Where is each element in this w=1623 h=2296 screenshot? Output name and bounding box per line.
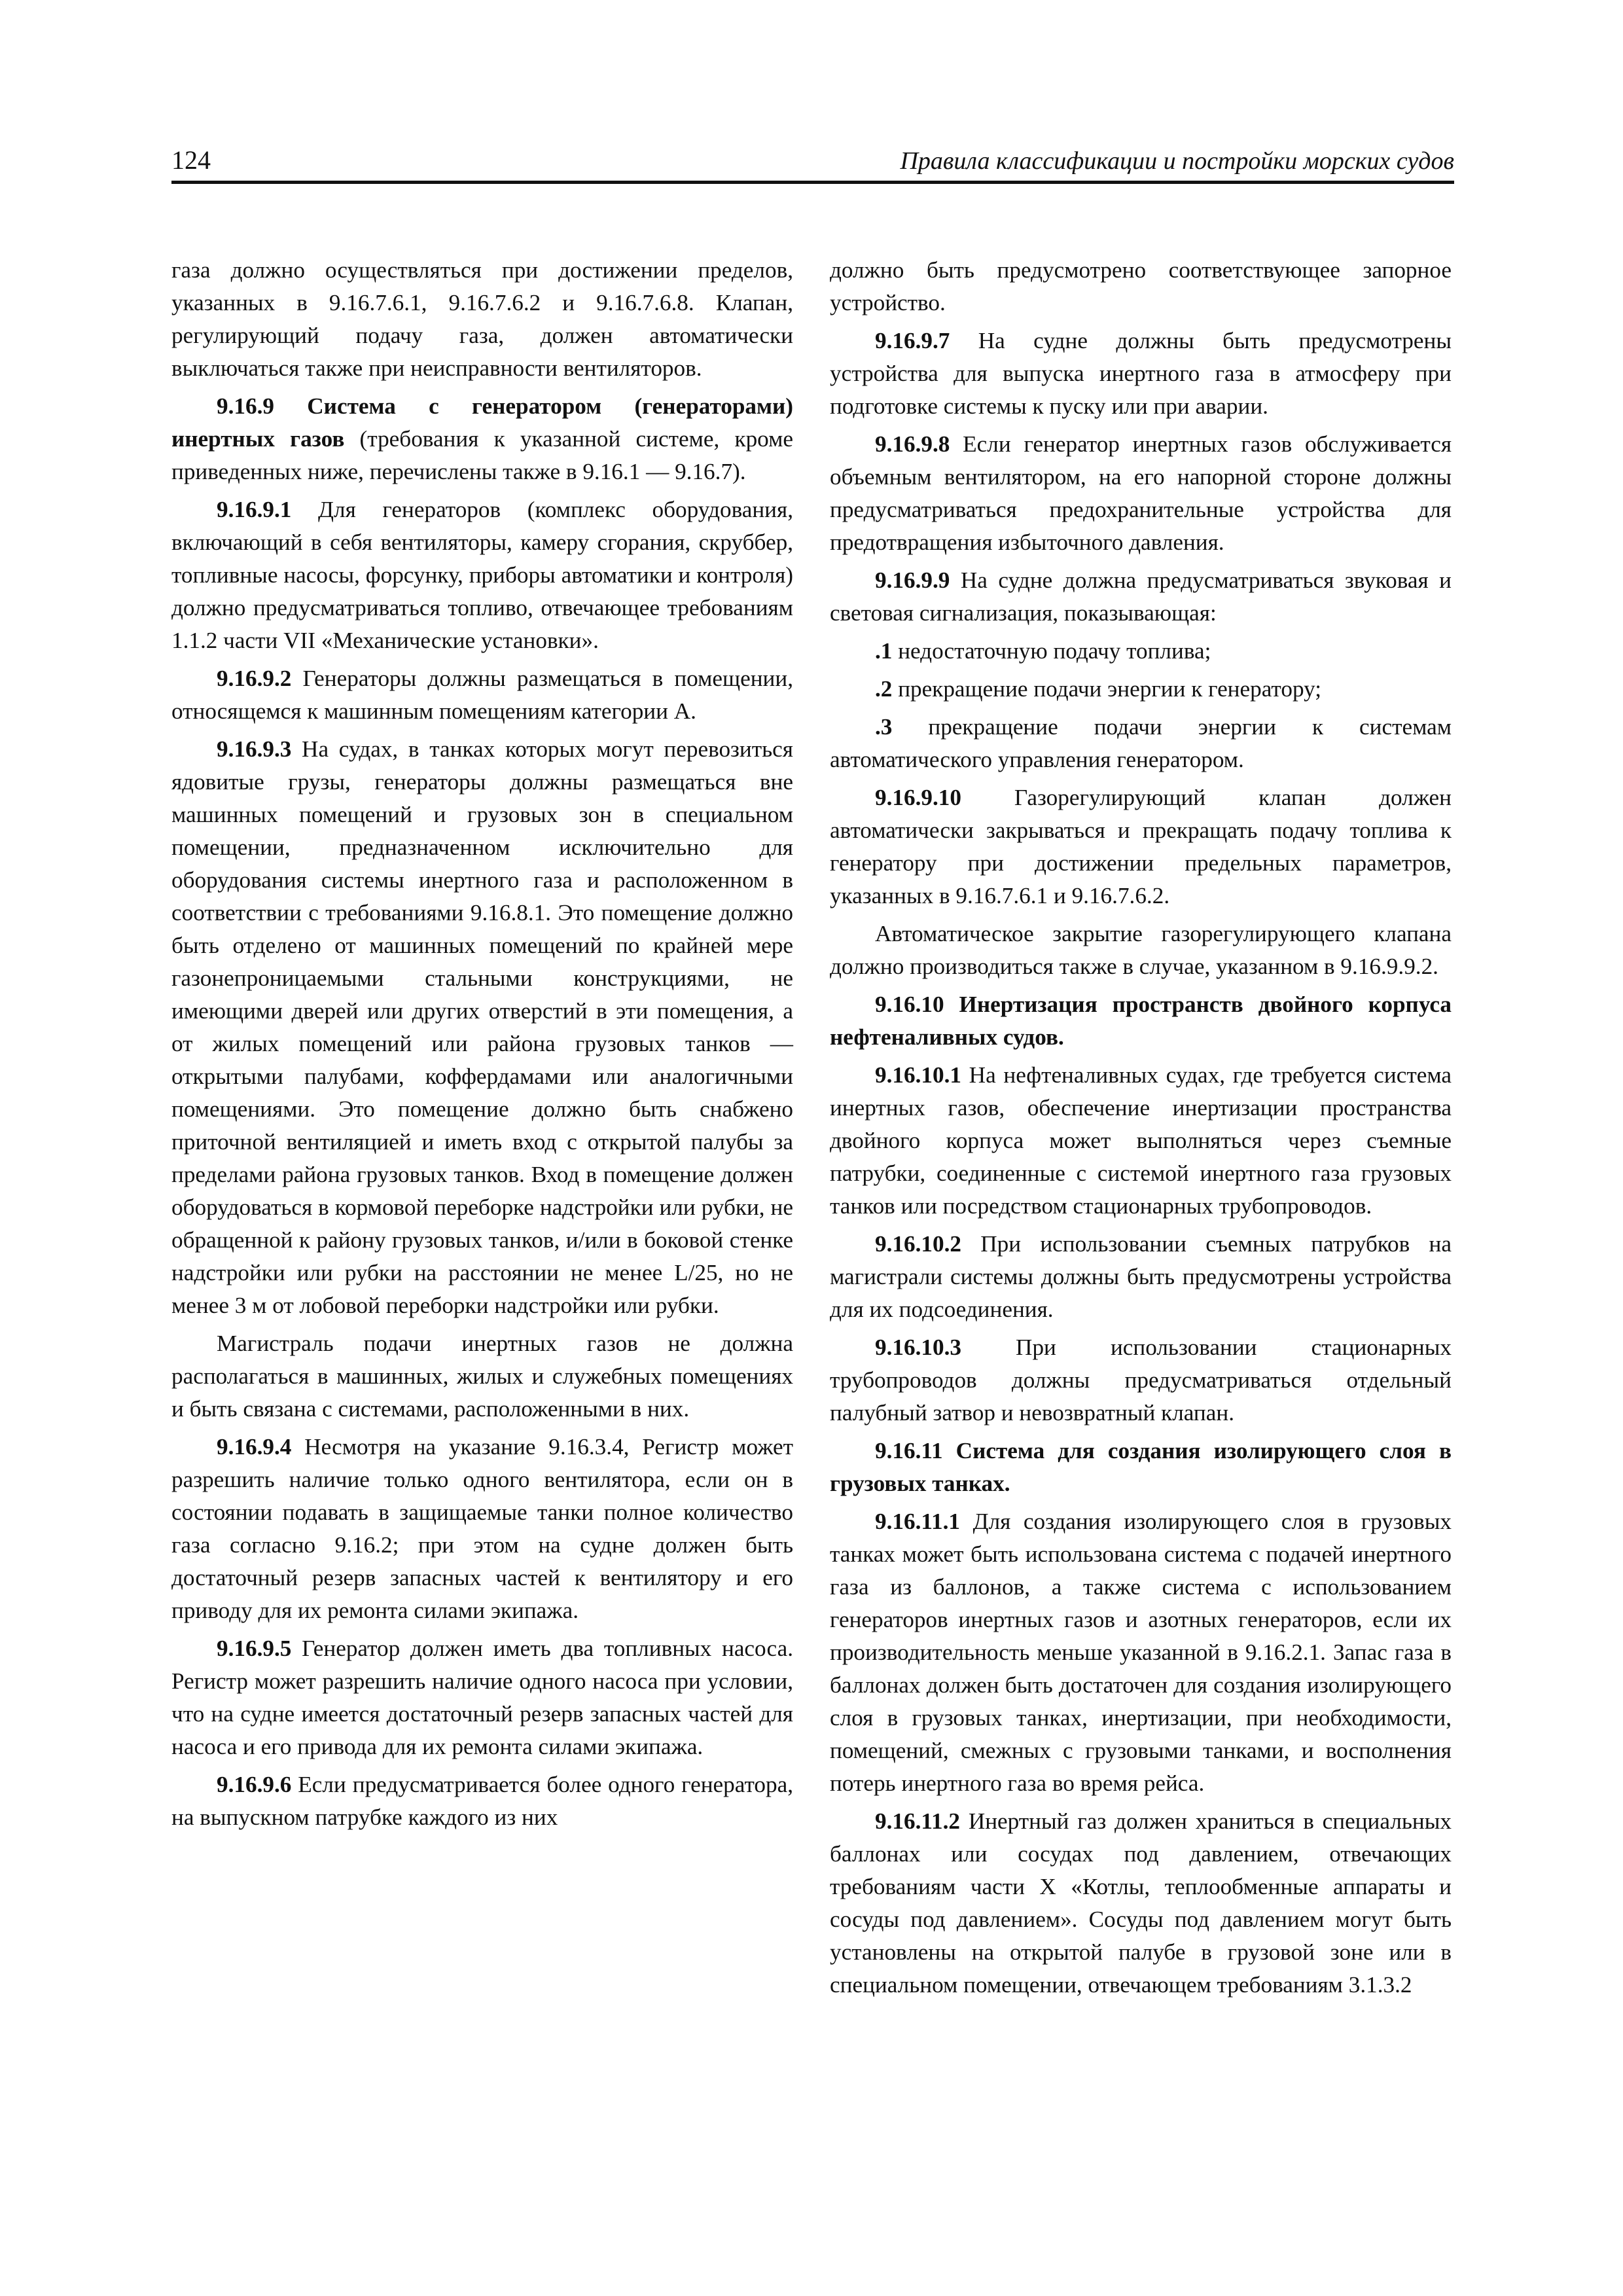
paragraph: [171, 733, 793, 1322]
paragraph-text: Если генератор инертных газов обслуживается объемным вентилятором, на его напорной стороне должны предусматриваться предохранительные устройства для предотвращения избыточного давления.: [830, 431, 1452, 555]
clause-number: 9.16.9.8: [875, 431, 950, 457]
paragraph: [830, 1805, 1452, 2001]
clause-number: 9.16.9.7: [875, 328, 950, 353]
paragraph: [171, 493, 793, 657]
list-item-number: .1: [875, 638, 893, 664]
clause-number: 9.16.9.2: [217, 666, 292, 691]
section-heading: 9.16.11 Система для создания изолирующего слоя в грузовых танках.: [830, 1438, 1452, 1496]
page-number: 124: [171, 145, 211, 175]
paragraph: [171, 1768, 793, 1834]
section-heading: 9.16.10 Инертизация пространств двойного корпуса нефтеналивных судов.: [830, 992, 1452, 1050]
paragraph: газа должно осуществляться при достижении пределов, указанных в 9.16.7.6.1, 9.16.7.6.2 и 9.16.7.6.8. Клапан, регулирующий подачу газа, должен автоматически выключаться также при неисправности вентиляторов.: [171, 257, 793, 381]
list-item-number: .2: [875, 676, 893, 702]
paragraph-text: Газорегулирующий клапан должен автоматически закрываться и прекращать подачу топлива к генератору при достижении предельных параметров, указанных в 9.16.7.6.1 и 9.16.7.6.2.: [830, 785, 1452, 908]
list-item: [830, 711, 1452, 776]
list-item-number: .3: [875, 714, 893, 740]
list-item-text: прекращение подачи энергии к системам автоматического управления генератором.: [830, 714, 1452, 772]
paragraph-text: Генераторы должны размещаться в помещении, относящемся к машинным помещениям категории А.: [171, 666, 793, 724]
running-header: [171, 141, 1454, 184]
paragraph: [171, 390, 793, 488]
clause-number: 9.16.9.4: [217, 1434, 292, 1460]
left-column: [171, 254, 793, 1839]
paragraph-text: На судне должна предусматриваться звуковая и световая сигнализация, показывающая:: [830, 567, 1452, 626]
paragraph-text: Генератор должен иметь два топливных насоса. Регистр может разрешить наличие одного насоса при условии, что на судне имеется достаточный резерв запасных частей для насоса и его привода для их ремонта силами экипажа.: [171, 1636, 793, 1759]
paragraph: [171, 1431, 793, 1627]
list-item: [830, 673, 1452, 706]
paragraph: [830, 1331, 1452, 1429]
list-item: [830, 635, 1452, 668]
paragraph-text: Для генераторов (комплекс оборудования, включающий в себя вентиляторы, камеру сгорания, скруббер, топливные насосы, форсунку, приборы автоматики и контроля) должно предусматриваться топливо, отвечающее требованиям 1.1.2 части VII «Механические установки».: [171, 497, 793, 653]
paragraph-text: Инертный газ должен храниться в специальных баллонах или сосудах под давлением, отвечающих требованиям части X «Котлы, теплообменные аппараты и сосуды под давлением». Сосуды под давлением могут быть установлены на открытой палубе в грузовой зоне или в специальном помещении, отвечающем требованиям 3.1.3.2: [830, 1808, 1452, 1998]
clause-number: 9.16.10.2: [875, 1231, 961, 1257]
paragraph: [830, 1059, 1452, 1223]
paragraph: [830, 564, 1452, 630]
clause-number: 9.16.10.3: [875, 1335, 961, 1360]
paragraph-text: Если предусматривается более одного генератора, на выпускном патрубке каждого из них: [171, 1772, 793, 1830]
clause-number: 9.16.11.1: [875, 1509, 961, 1534]
section-heading: 9.16.9 Система с генератором (генераторами) инертных газов: [171, 393, 793, 452]
paragraph: [830, 1505, 1452, 1800]
paragraph: должно быть предусмотрено соответствующее запорное устройство.: [830, 257, 1452, 315]
paragraph-text: При использовании стационарных трубопроводов должны предусматриваться отдельный палубный затвор и невозвратный клапан.: [830, 1335, 1452, 1426]
list-item-text: недостаточную подачу топлива;: [892, 638, 1211, 664]
clause-number: 9.16.9.3: [217, 736, 292, 762]
paragraph-text: (требования к указанной системе, кроме приведенных ниже, перечислены также в 9.16.1 — 9.16.7).: [171, 426, 793, 484]
list-item-text: прекращение подачи энергии к генератору;: [892, 676, 1321, 702]
paragraph: [171, 662, 793, 728]
paragraph-text: На судах, в танках которых могут перевозиться ядовитые грузы, генераторы должны размещаться вне машинных помещений и грузовых зон в специальном помещении, предназначенном исключительно для оборудования системы инертного газа и расположенном в соответствии с требованиями 9.16.8.1. Это помещение должно быть отделено от машинных помещений по крайней мере газонепроницаемыми стальными конструкциями, не имеющими дверей или других отверстий в эти помещения, а от жилых помещений или района грузовых танков — открытыми палубами, коффердамами или аналогичными помещениями. Это помещение должно быть снабжено приточной вентиляцией и иметь вход с открытой палубы за пределами района грузовых танков. Вход в помещение должен оборудоваться в кормовой переборке надстройки или рубки, не обращенной к району грузовых танков, и/или в боковой стенке надстройки или рубки на расстоянии не менее L/25, но не менее 3 м от лобовой переборки надстройки или рубки.: [171, 736, 793, 1318]
paragraph-text: При использовании съемных патрубков на магистрали системы должны быть предусмотрены устройства для их подсоединения.: [830, 1231, 1452, 1322]
clause-number: 9.16.9.10: [875, 785, 961, 810]
paragraph: [830, 325, 1452, 423]
clause-number: 9.16.9.5: [217, 1636, 292, 1661]
paragraph: [830, 1228, 1452, 1326]
running-title: Правила классификации и постройки морских судов: [900, 147, 1454, 175]
paragraph: [830, 988, 1452, 1054]
paragraph-text: Несмотря на указание 9.16.3.4, Регистр может разрешить наличие только одного вентилятора, если он в состоянии подавать в защищаемые танки полное количество газа согласно 9.16.2; при этом на судне должен быть достаточный резерв запасных частей к вентилятору и его приводу для их ремонта силами экипажа.: [171, 1434, 793, 1623]
paragraph-text: На нефтеналивных судах, где требуется система инертных газов, обеспечение инертизации пространства двойного корпуса может выполняться через съемные патрубки, соединенные с системой инертного газа грузовых танков или посредством стационарных трубопроводов.: [830, 1062, 1452, 1219]
clause-number: 9.16.9.9: [875, 567, 950, 593]
paragraph-text: Для создания изолирующего слоя в грузовых танках может быть использована система с подачей инертного газа из баллонов, а также система с использованием генераторов инертных газов и азотных генераторов, если их производительность меньше указанной в 9.16.2.1. Запас газа в баллонах должен быть достаточен для создания изолирующего слоя в грузовых танках, инертизации, при необходимости, помещений, смежных с грузовыми танками, и восполнения потерь инертного газа во время рейса.: [830, 1509, 1452, 1796]
paragraph: [830, 781, 1452, 912]
paragraph: [171, 1632, 793, 1763]
clause-number: 9.16.10.1: [875, 1062, 961, 1088]
clause-number: 9.16.9.6: [217, 1772, 292, 1797]
clause-number: 9.16.11.2: [875, 1808, 961, 1834]
paragraph: Магистраль подачи инертных газов не должна располагаться в машинных, жилых и служебных помещениях и быть связана с системами, расположенными в них.: [171, 1331, 793, 1422]
paragraph-text: На судне должны быть предусмотрены устройства для выпуска инертного газа в атмосферу при подготовке системы к пуску или при аварии.: [830, 328, 1452, 419]
paragraph: [830, 428, 1452, 559]
paragraph: [830, 1435, 1452, 1500]
clause-number: 9.16.9.1: [217, 497, 292, 522]
paragraph: Автоматическое закрытие газорегулирующего клапана должно производиться также в случае, указанном в 9.16.9.9.2.: [830, 921, 1452, 979]
right-column: [830, 254, 1452, 2007]
